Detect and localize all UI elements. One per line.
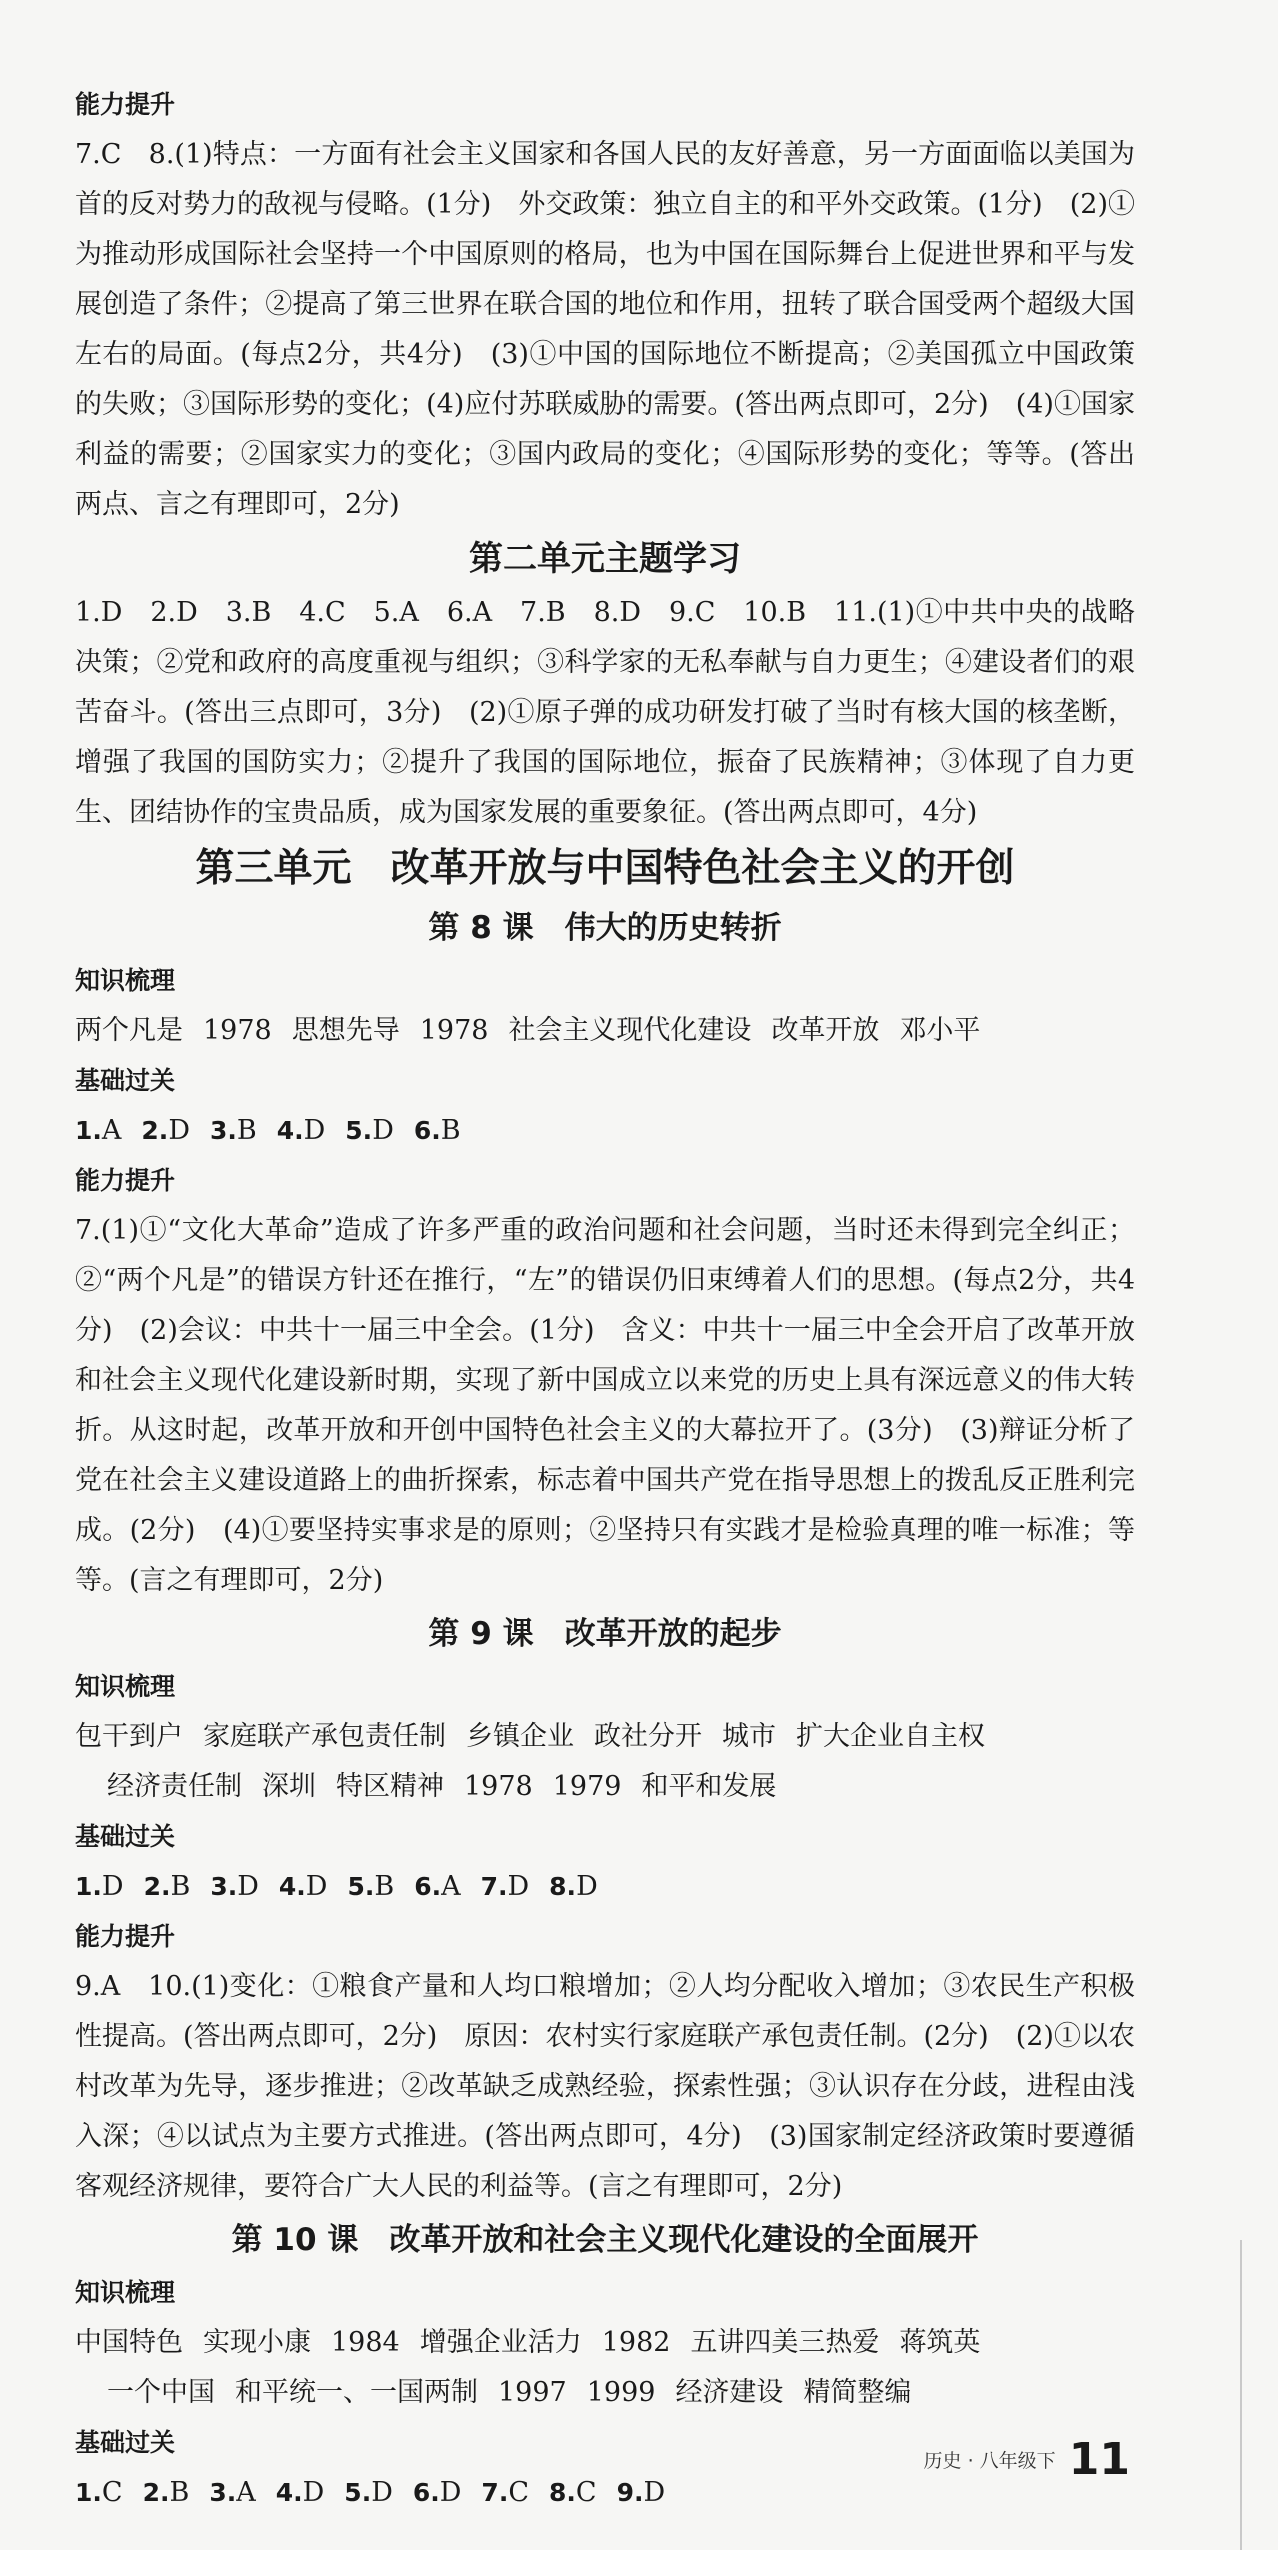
lesson8-basic-answers: [75, 1106, 1135, 1156]
answer-item: 7.D: [480, 1871, 530, 1902]
knowledge-item: 特区精神: [336, 1771, 444, 1802]
knowledge-item: 两个凡是: [75, 1015, 183, 1046]
knowledge-item: 社会主义现代化建设: [508, 1015, 752, 1046]
answer-item: 6.B: [413, 1115, 461, 1146]
lesson10-knowledge-heading: 知识梳理: [75, 2278, 176, 2307]
lesson10-title: 第 10 课 改革开放和社会主义现代化建设的全面展开: [231, 2222, 979, 2258]
lesson8-knowledge-heading: 知识梳理: [75, 966, 176, 995]
lesson10-knowledge-line1: [75, 2318, 1135, 2368]
knowledge-item: 一个中国: [107, 2377, 215, 2408]
lesson8-ability-paragraph: 7.(1)①“文化大革命”造成了许多严重的政治问题和社会问题，当时还未得到完全纠正；②“两个凡是”的错误方针还在推行，“左”的错误仍旧束缚着人们的思想。(每点2分，共4分) (2)会议：中共十一届三中全会。(1分) 含义：中共十一届三中全会开启了改革开放和社会主义现代化建设新时期，实现了新中国成立以来党的历史上具有深远意义的伟大转折。从这时起，改革开放和开创中国特色社会主义的大幕拉开了。(3分) (3)辩证分析了党在社会主义建设道路上的曲折探索，标志着中国共产党在指导思想上的拨乱反正胜利完成。(2分) (4)①要坚持实事求是的原则；②坚持只有实践才是检验真理的唯一标准；等等。(言之有理即可，2分): [75, 1215, 1135, 1596]
answer-item: 8.C: [549, 2477, 597, 2508]
answer-item: 3.A: [209, 2477, 256, 2508]
knowledge-item: 1979: [552, 1771, 622, 1802]
knowledge-item: 和平统一、一国两制: [235, 2377, 478, 2408]
lesson9-ability-paragraph: 9.A 10.(1)变化：①粮食产量和人均口粮增加；②人均分配收入增加；③农民生产积极性提高。(答出两点即可，2分) 原因：农村实行家庭联产承包责任制。(2分) (2)①以农村改革为先导，逐步推进；②改革缺乏成熟经验，探索性强；③认识存在分歧，进程由浅入深；④以试点为主要方式推进。(答出两点即可，4分) (3)国家制定经济政策时要遵循客观经济规律，要符合广大人民的利益等。(言之有理即可，2分): [75, 1971, 1135, 2202]
knowledge-item: 1999: [586, 2377, 656, 2408]
lesson8-basic-heading: 基础过关: [75, 1066, 176, 1095]
answer-item: 5.D: [345, 1115, 394, 1146]
knowledge-item: 经济建设: [675, 2377, 784, 2408]
knowledge-item: 政社分开: [594, 1721, 702, 1752]
lesson8-ability-heading: 能力提升: [75, 1166, 176, 1195]
lesson9-ability-heading: 能力提升: [75, 1922, 176, 1951]
answer-item: 3.B: [209, 1115, 257, 1146]
lesson9-knowledge-heading: 知识梳理: [75, 1672, 176, 1701]
answer-item: 4.D: [276, 1115, 326, 1146]
answer-item: 2.B: [143, 1871, 191, 1902]
lesson10-basic-heading: 基础过关: [75, 2428, 176, 2457]
knowledge-item: 1984: [331, 2327, 400, 2358]
answer-item: 5.D: [344, 2477, 393, 2508]
knowledge-item: 精简整编: [803, 2377, 912, 2408]
unit3-title: 第三单元 改革开放与中国特色社会主义的开创: [195, 846, 1015, 891]
footer-subject-label: 历史 · 八年级下: [923, 2450, 1056, 2472]
answer-item: 3.D: [210, 1871, 259, 1902]
page-footer: [924, 2434, 1130, 2494]
knowledge-item: 1978: [464, 1771, 533, 1802]
answer-item: 5.B: [347, 1871, 395, 1902]
knowledge-item: 增强企业活力: [419, 2327, 582, 2358]
lesson9-knowledge-line1: [75, 1712, 1135, 1762]
lesson10-knowledge-line2: [75, 2368, 1135, 2418]
answer-item: 1.A: [75, 1115, 122, 1146]
knowledge-item: 1978: [203, 1015, 272, 1046]
knowledge-item: 1997: [498, 2377, 567, 2408]
answer-item: 4.D: [275, 2477, 325, 2508]
answer-item: 7.C: [481, 2477, 529, 2508]
knowledge-item: 和平和发展: [641, 1771, 777, 1802]
knowledge-item: 1982: [601, 2327, 671, 2358]
lesson9-basic-answers: [75, 1862, 1135, 1912]
page-edge-divider: [1240, 2240, 1242, 2550]
knowledge-item: 包干到户: [75, 1721, 183, 1752]
knowledge-item: 经济责任制: [107, 1771, 242, 1802]
knowledge-item: 1978: [419, 1015, 489, 1046]
answer-item: 4.D: [278, 1871, 328, 1902]
knowledge-item: 五讲四美三热爱: [690, 2327, 880, 2358]
knowledge-item: 思想先导: [291, 1015, 400, 1046]
lesson8-knowledge-items: [75, 1006, 1135, 1056]
unit2-title: 第二单元主题学习: [469, 539, 741, 579]
answer-item: 2.B: [142, 2477, 190, 2508]
answer-item: 1.D: [75, 1871, 124, 1902]
knowledge-item: 深圳: [262, 1771, 316, 1802]
answer-item: 2.D: [141, 1115, 190, 1146]
lesson9-knowledge-line2: [75, 1762, 1135, 1812]
page-content: [75, 80, 1135, 2518]
answer-item: 1.C: [75, 2477, 123, 2508]
lesson9-title: 第 9 课 改革开放的起步: [428, 1616, 782, 1652]
answer-item: 6.A: [414, 1871, 461, 1902]
answer-item: 6.D: [412, 2477, 462, 2508]
unit2-answer-paragraph: 1.D 2.D 3.B 4.C 5.A 6.A 7.B 8.D 9.C 10.B 11.(1)①中共中央的战略决策；②党和政府的高度重视与组织；③科学家的无私奉献与自力更生；④建设者们的艰苦奋斗。(答出三点即可，3分) (2)①原子弹的成功研发打破了当时有核大国的核垄断，增强了我国的国防实力；②提升了我国的国际地位，振奋了民族精神；③体现了自力更生、团结协作的宝贵品质，成为国家发展的重要象征。(答出两点即可，4分): [75, 597, 1135, 828]
knowledge-item: 蒋筑英: [899, 2327, 981, 2358]
knowledge-item: 扩大企业自主权: [796, 1721, 985, 1752]
knowledge-item: 改革开放: [771, 1015, 880, 1046]
knowledge-item: 实现小康: [203, 2327, 311, 2358]
answer-paragraph-q7-8: 7.C 8.(1)特点：一方面有社会主义国家和各国人民的友好善意，另一方面面临以美国为首的反对势力的敌视与侵略。(1分) 外交政策：独立自主的和平外交政策。(1分) (2)①为推动形成国际社会坚持一个中国原则的格局，也为中国在国际舞台上促进世界和平与发展创造了条件；②提高了第三世界在联合国的地位和作用，扭转了联合国受两个超级大国左右的局面。(每点2分，共4分) (3)①中国的国际地位不断提高；②美国孤立中国政策的失败；③国际形势的变化；(4)应付苏联威胁的需要。(答出两点即可，2分) (4)①国家利益的需要；②国家实力的变化；③国内政局的变化；④国际形势的变化；等等。(答出两点、言之有理即可，2分): [75, 139, 1135, 520]
section-heading-ability-1: 能力提升: [75, 90, 176, 119]
answer-item: 9.D: [616, 2477, 666, 2508]
page-number: 11: [1068, 2434, 1130, 2485]
answer-item: 8.D: [549, 1871, 598, 1902]
lesson9-basic-heading: 基础过关: [75, 1822, 176, 1851]
knowledge-item: 家庭联产承包责任制: [203, 1721, 446, 1752]
knowledge-item: 中国特色: [75, 2327, 183, 2358]
knowledge-item: 城市: [722, 1721, 776, 1752]
lesson8-title: 第 8 课 伟大的历史转折: [428, 910, 782, 946]
knowledge-item: 邓小平: [899, 1015, 981, 1046]
knowledge-item: 乡镇企业: [466, 1721, 574, 1752]
